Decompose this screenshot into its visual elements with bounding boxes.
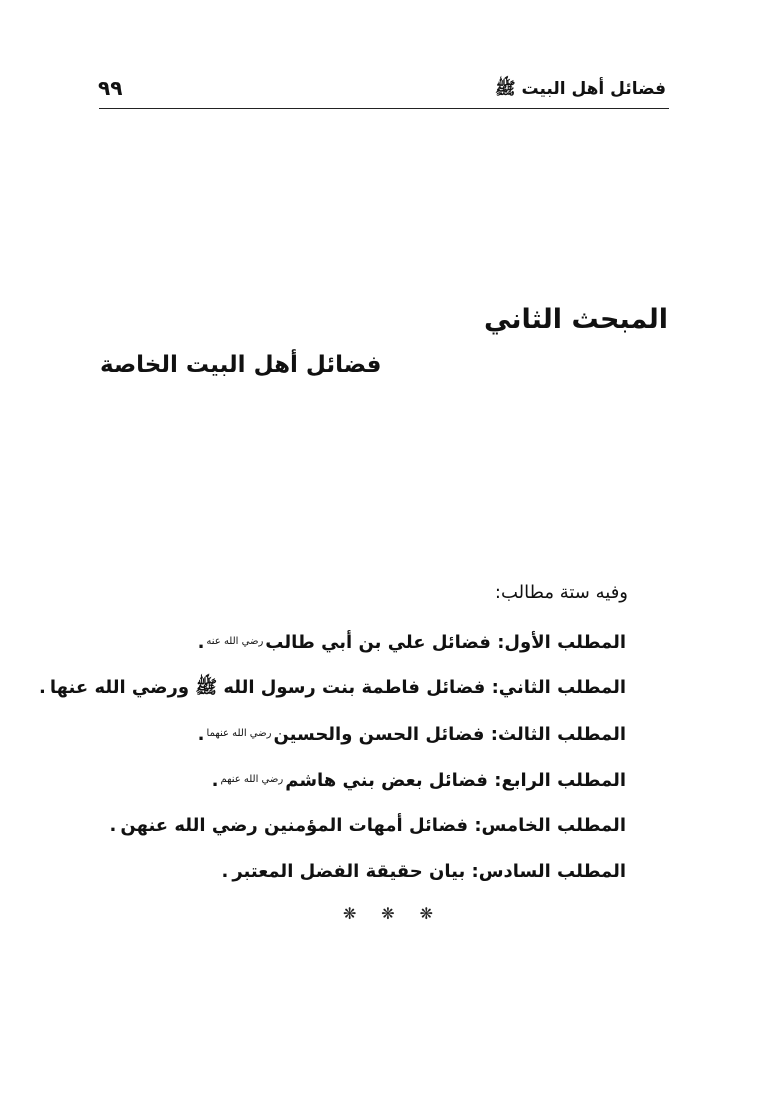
intro-line: وفيه ستة مطالب: bbox=[494, 582, 628, 603]
topic-label: المطلب الثاني: bbox=[491, 677, 626, 698]
asterism-ornament-icon: ❋ bbox=[343, 904, 357, 923]
topic-text: فضائل بعض بني هاشم bbox=[285, 770, 488, 791]
topic-suffix: . bbox=[221, 861, 229, 882]
header-rule bbox=[99, 108, 669, 109]
topic-item-5 bbox=[39, 810, 626, 856]
running-header-title: فضائل أهل البيت ﷺ bbox=[495, 79, 666, 99]
topic-label: المطلب السادس: bbox=[471, 861, 626, 882]
section-end-ornaments bbox=[343, 906, 433, 922]
topic-item-3 bbox=[39, 718, 626, 764]
topic-suffix: . bbox=[39, 677, 46, 698]
topic-item-1 bbox=[39, 626, 626, 672]
section-subtitle: فضائل أهل البيت الخاصة bbox=[100, 352, 382, 378]
topic-suffix: . bbox=[109, 815, 117, 836]
honorific-glyph: رضي الله عنهم bbox=[220, 774, 284, 785]
page-number: ٩٩ bbox=[98, 76, 123, 100]
topic-text: فضائل الحسن والحسين bbox=[273, 724, 485, 745]
honorific-glyph: رضي الله عنه bbox=[206, 636, 264, 647]
topic-text: فضائل أمهات المؤمنين رضي الله عنهن bbox=[120, 815, 469, 836]
topic-text: فضائل فاطمة بنت رسول الله ﷺ ورضي الله عنها bbox=[49, 677, 486, 698]
topic-label: المطلب الرابع: bbox=[494, 770, 626, 791]
honorific-glyph: رضي الله عنهما bbox=[206, 728, 272, 739]
topic-label: المطلب الثالث: bbox=[490, 724, 626, 745]
topic-item-2 bbox=[39, 672, 626, 718]
topic-suffix: . bbox=[211, 770, 219, 791]
topic-suffix: . bbox=[197, 632, 205, 653]
topics-list bbox=[39, 626, 626, 902]
topic-text: فضائل علي بن أبي طالب bbox=[265, 632, 491, 653]
topic-label: المطلب الأول: bbox=[497, 632, 626, 653]
asterism-ornament-icon: ❋ bbox=[419, 904, 433, 923]
topic-item-6 bbox=[39, 856, 626, 902]
topic-text: بيان حقيقة الفضل المعتبر bbox=[232, 861, 466, 882]
asterism-ornament-icon: ❋ bbox=[381, 904, 395, 923]
topic-label: المطلب الخامس: bbox=[474, 815, 626, 836]
topic-suffix: . bbox=[197, 724, 205, 745]
section-heading: المبحث الثاني bbox=[484, 304, 668, 335]
topic-item-4 bbox=[39, 764, 626, 810]
